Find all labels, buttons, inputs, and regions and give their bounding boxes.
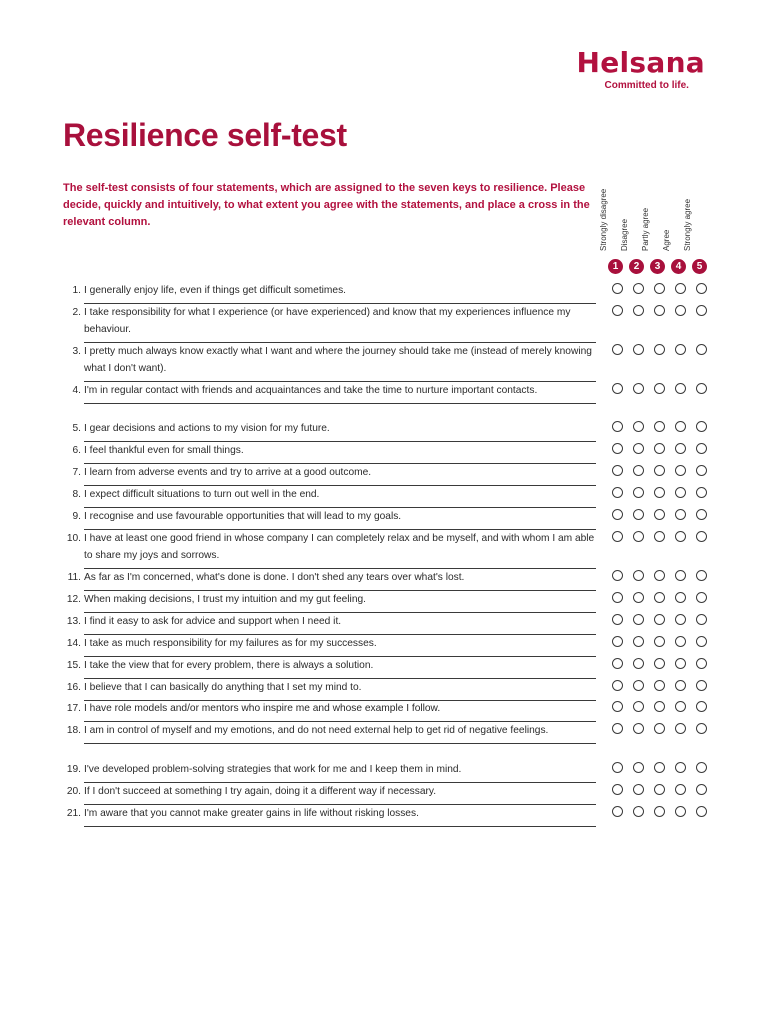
question-text: If I don't succeed at something I try again, doing it a different way if necessary. — [84, 783, 596, 805]
question-text: I have at least one good friend in whose company I can completely relax and be myself, and with whom I am able to share my joys and sorrows. — [84, 530, 596, 569]
question-text: I've developed problem-solving strategies that work for me and I keep them in mind. — [84, 761, 596, 783]
question-number: 17. — [66, 703, 81, 714]
answer-radio-2[interactable] — [633, 570, 644, 581]
answer-radio-4[interactable] — [675, 806, 686, 817]
answer-radio-5[interactable] — [696, 570, 707, 581]
answer-radio-5[interactable] — [696, 701, 707, 712]
question-row — [63, 657, 596, 679]
answer-radio-4[interactable] — [675, 487, 686, 498]
question-number: 8. — [72, 489, 81, 500]
answer-options — [612, 570, 706, 582]
answer-radio-2[interactable] — [633, 421, 644, 432]
question-row — [63, 420, 596, 442]
question-number: 18. — [66, 725, 81, 736]
question-number: 16. — [66, 682, 81, 693]
question-number: 4. — [72, 385, 81, 396]
answer-radio-5[interactable] — [696, 383, 707, 394]
answer-options — [612, 283, 706, 295]
question-row — [63, 679, 596, 701]
scale-number-badge: 5 — [692, 259, 707, 274]
question-row — [63, 304, 596, 343]
answer-options — [612, 701, 706, 713]
question-text: I'm in regular contact with friends and acquaintances and take the time to nurture important contacts. — [84, 382, 596, 404]
question-row — [63, 530, 596, 569]
answer-radio-2[interactable] — [633, 443, 644, 454]
answer-radio-2[interactable] — [633, 592, 644, 603]
question-row — [63, 464, 596, 486]
question-number: 6. — [72, 445, 81, 456]
answer-radio-1[interactable] — [612, 806, 623, 817]
scale-number-badge: 1 — [608, 259, 623, 274]
answer-radio-3[interactable] — [654, 283, 665, 294]
answer-radio-5[interactable] — [696, 305, 707, 316]
question-row — [63, 486, 596, 508]
answer-options — [612, 509, 706, 521]
scale-column-5 — [683, 180, 710, 275]
question-row — [63, 382, 596, 404]
answer-radio-1[interactable] — [612, 531, 623, 542]
answer-radio-1[interactable] — [612, 443, 623, 454]
question-text: I take responsibility for what I experience (or have experienced) and know that my experiences influence my behaviour. — [84, 304, 596, 343]
question-number: 11. — [67, 572, 81, 583]
answer-options — [612, 723, 706, 735]
answer-radio-1[interactable] — [612, 383, 623, 394]
answer-options — [612, 762, 706, 774]
question-text: As far as I'm concerned, what's done is done. I don't shed any tears over what's lost. — [84, 569, 596, 591]
answer-radio-1[interactable] — [612, 784, 623, 795]
question-number: 14. — [66, 638, 81, 649]
answer-radio-2[interactable] — [633, 636, 644, 647]
question-text: I am in control of myself and my emotions, and do not need external help to get rid of negative feelings. — [84, 722, 596, 744]
answer-radio-4[interactable] — [675, 344, 686, 355]
scale-label: Strongly agree — [683, 198, 692, 251]
intro-text: The self-test consists of four statements, which are assigned to the seven keys to resilience. Please decide, quickly and intuitively, to what extent you agree with the statements, and place a cross in the relevant column. — [63, 182, 590, 228]
answer-radio-4[interactable] — [675, 443, 686, 454]
answer-radio-2[interactable] — [633, 305, 644, 316]
answer-radio-5[interactable] — [696, 723, 707, 734]
scale-label: Strongly disagree — [599, 188, 608, 251]
answer-radio-2[interactable] — [633, 806, 644, 817]
answer-radio-5[interactable] — [696, 465, 707, 476]
question-row — [63, 613, 596, 635]
answer-options — [612, 784, 706, 796]
question-text: I believe that I can basically do anything that I set my mind to. — [84, 679, 596, 701]
answer-options — [612, 636, 706, 648]
answer-radio-5[interactable] — [696, 806, 707, 817]
answer-radio-1[interactable] — [612, 636, 623, 647]
answer-radio-3[interactable] — [654, 614, 665, 625]
answer-radio-2[interactable] — [633, 531, 644, 542]
answer-radio-4[interactable] — [675, 723, 686, 734]
answer-radio-4[interactable] — [675, 570, 686, 581]
question-text: I gear decisions and actions to my vision for my future. — [84, 420, 596, 442]
question-row — [63, 508, 596, 530]
page-title: Resilience self-test — [63, 117, 347, 153]
question-row — [63, 805, 596, 827]
question-number: 10. — [66, 533, 81, 544]
question-number: 5. — [72, 423, 81, 434]
answer-radio-3[interactable] — [654, 421, 665, 432]
answer-radio-1[interactable] — [612, 680, 623, 691]
question-text: I have role models and/or mentors who inspire me and whose example I follow. — [84, 700, 596, 722]
answer-options — [612, 421, 706, 433]
answer-radio-2[interactable] — [633, 509, 644, 520]
brand-name: Helsana — [576, 46, 705, 79]
answer-radio-1[interactable] — [612, 592, 623, 603]
question-number: 9. — [72, 511, 81, 522]
answer-radio-1[interactable] — [612, 487, 623, 498]
answer-radio-2[interactable] — [633, 762, 644, 773]
answer-radio-5[interactable] — [696, 344, 707, 355]
scale-label: Partly agree — [641, 207, 650, 251]
answer-radio-5[interactable] — [696, 636, 707, 647]
answer-radio-3[interactable] — [654, 592, 665, 603]
answer-radio-1[interactable] — [612, 614, 623, 625]
scale-number-badge: 3 — [650, 259, 665, 274]
answer-radio-4[interactable] — [675, 592, 686, 603]
answer-radio-1[interactable] — [612, 421, 623, 432]
answer-radio-1[interactable] — [612, 509, 623, 520]
answer-radio-3[interactable] — [654, 465, 665, 476]
question-row — [63, 783, 596, 805]
answer-radio-2[interactable] — [633, 701, 644, 712]
answer-radio-1[interactable] — [612, 283, 623, 294]
answer-radio-5[interactable] — [696, 658, 707, 669]
answer-radio-5[interactable] — [696, 614, 707, 625]
answer-radio-3[interactable] — [654, 762, 665, 773]
answer-radio-1[interactable] — [612, 570, 623, 581]
answer-radio-3[interactable] — [654, 680, 665, 691]
scale-label: Disagree — [620, 218, 629, 251]
answer-radio-3[interactable] — [654, 487, 665, 498]
answer-radio-4[interactable] — [675, 762, 686, 773]
question-row — [63, 722, 596, 744]
question-number: 3. — [72, 346, 81, 357]
answer-options — [612, 344, 706, 356]
answer-options — [612, 592, 706, 604]
question-number: 12. — [66, 594, 81, 605]
answer-radio-4[interactable] — [675, 421, 686, 432]
question-row — [63, 761, 596, 783]
answer-radio-1[interactable] — [612, 344, 623, 355]
answer-options — [612, 531, 706, 543]
answer-radio-5[interactable] — [696, 509, 707, 520]
question-number: 21. — [66, 808, 81, 819]
answer-radio-2[interactable] — [633, 723, 644, 734]
answer-radio-4[interactable] — [675, 701, 686, 712]
answer-radio-2[interactable] — [633, 487, 644, 498]
question-number: 13. — [66, 616, 81, 627]
answer-radio-3[interactable] — [654, 570, 665, 581]
answer-radio-5[interactable] — [696, 680, 707, 691]
question-text: I recognise and use favourable opportunities that will lead to my goals. — [84, 508, 596, 530]
answer-options — [612, 806, 706, 818]
question-row — [63, 569, 596, 591]
answer-radio-1[interactable] — [612, 723, 623, 734]
question-text: I learn from adverse events and try to arrive at a good outcome. — [84, 464, 596, 486]
question-text: I generally enjoy life, even if things get difficult sometimes. — [84, 282, 596, 304]
answer-radio-4[interactable] — [675, 784, 686, 795]
answer-radio-1[interactable] — [612, 658, 623, 669]
answer-radio-2[interactable] — [633, 658, 644, 669]
question-row — [63, 442, 596, 464]
answer-radio-5[interactable] — [696, 531, 707, 542]
question-number: 15. — [66, 660, 81, 671]
answer-radio-1[interactable] — [612, 762, 623, 773]
answer-radio-4[interactable] — [675, 465, 686, 476]
answer-radio-5[interactable] — [696, 784, 707, 795]
question-text: I'm aware that you cannot make greater gains in life without risking losses. — [84, 805, 596, 827]
answer-radio-1[interactable] — [612, 465, 623, 476]
answer-radio-4[interactable] — [675, 383, 686, 394]
answer-options — [612, 305, 706, 317]
answer-radio-2[interactable] — [633, 680, 644, 691]
question-number: 7. — [72, 467, 81, 478]
answer-radio-5[interactable] — [696, 762, 707, 773]
answer-radio-3[interactable] — [654, 806, 665, 817]
answer-radio-3[interactable] — [654, 636, 665, 647]
answer-radio-3[interactable] — [654, 383, 665, 394]
answer-radio-4[interactable] — [675, 636, 686, 647]
rating-scale-header — [599, 180, 706, 275]
scale-column-3 — [641, 180, 668, 275]
answer-radio-5[interactable] — [696, 443, 707, 454]
answer-radio-2[interactable] — [633, 344, 644, 355]
answer-radio-2[interactable] — [633, 614, 644, 625]
helsana-logo — [576, 46, 705, 91]
question-number: 20. — [66, 786, 81, 797]
question-text: I pretty much always know exactly what I want and where the journey should take me (instead of merely knowing what I don't want). — [84, 343, 596, 382]
answer-options — [612, 383, 706, 395]
answer-radio-2[interactable] — [633, 383, 644, 394]
answer-options — [612, 658, 706, 670]
answer-options — [612, 487, 706, 499]
brand-tagline: Committed to life. — [604, 80, 689, 91]
answer-radio-3[interactable] — [654, 723, 665, 734]
question-row — [63, 591, 596, 613]
scale-number-badge: 4 — [671, 259, 686, 274]
question-row — [63, 343, 596, 382]
question-text: I expect difficult situations to turn out well in the end. — [84, 486, 596, 508]
scale-number-badge: 2 — [629, 259, 644, 274]
question-text: I find it easy to ask for advice and support when I need it. — [84, 613, 596, 635]
answer-radio-5[interactable] — [696, 421, 707, 432]
answer-options — [612, 465, 706, 477]
answer-options — [612, 614, 706, 626]
answer-radio-4[interactable] — [675, 658, 686, 669]
answer-radio-4[interactable] — [675, 305, 686, 316]
answer-radio-3[interactable] — [654, 531, 665, 542]
question-number: 19. — [66, 764, 81, 775]
answer-radio-3[interactable] — [654, 701, 665, 712]
question-row — [63, 282, 596, 304]
scale-label: Agree — [662, 229, 671, 251]
answer-radio-3[interactable] — [654, 658, 665, 669]
answer-radio-2[interactable] — [633, 283, 644, 294]
question-number: 2. — [72, 307, 81, 318]
answer-radio-2[interactable] — [633, 784, 644, 795]
answer-radio-5[interactable] — [696, 487, 707, 498]
answer-radio-3[interactable] — [654, 784, 665, 795]
answer-options — [612, 443, 706, 455]
answer-options — [612, 680, 706, 692]
answer-radio-3[interactable] — [654, 443, 665, 454]
answer-radio-1[interactable] — [612, 701, 623, 712]
answer-radio-5[interactable] — [696, 283, 707, 294]
answer-radio-2[interactable] — [633, 465, 644, 476]
question-number: 1. — [72, 285, 81, 296]
answer-radio-4[interactable] — [675, 509, 686, 520]
answer-radio-4[interactable] — [675, 283, 686, 294]
question-text: I take as much responsibility for my failures as for my successes. — [84, 635, 596, 657]
answer-radio-3[interactable] — [654, 344, 665, 355]
question-row — [63, 635, 596, 657]
question-text: I take the view that for every problem, there is always a solution. — [84, 657, 596, 679]
question-row — [63, 700, 596, 722]
answer-radio-1[interactable] — [612, 305, 623, 316]
question-text: When making decisions, I trust my intuition and my gut feeling. — [84, 591, 596, 613]
answer-radio-3[interactable] — [654, 305, 665, 316]
answer-radio-4[interactable] — [675, 614, 686, 625]
answer-radio-5[interactable] — [696, 592, 707, 603]
answer-radio-4[interactable] — [675, 680, 686, 691]
answer-radio-3[interactable] — [654, 509, 665, 520]
answer-radio-4[interactable] — [675, 531, 686, 542]
question-text: I feel thankful even for small things. — [84, 442, 596, 464]
